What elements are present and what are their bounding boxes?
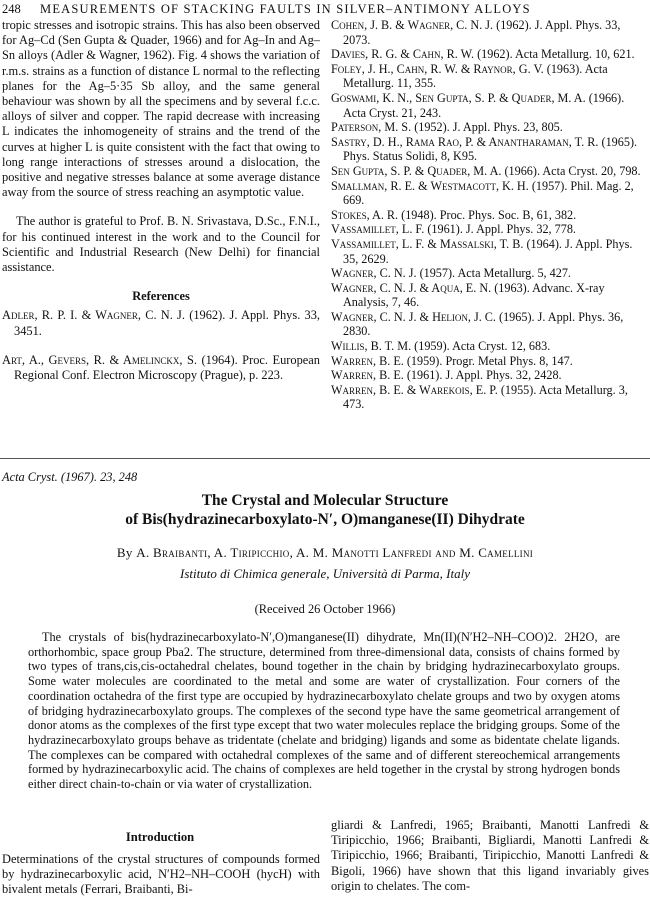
- reference-item: [331, 62, 649, 91]
- page-number: 248: [2, 2, 21, 16]
- reference-details: (1962). J. Appl. Phys. 33, 3451.: [14, 308, 320, 338]
- article-separator-rule: [0, 458, 650, 459]
- reference-authors: Sastry, D. H., Rama Rao, P. & Anantharaman, T. R.: [331, 134, 599, 149]
- left-reference-list: [2, 308, 320, 383]
- reference-details: (1961). J. Appl. Phys. 32, 778.: [427, 222, 576, 237]
- reference-authors: Smallman, R. E. & Westmacott, K. H.: [331, 178, 529, 193]
- reference-authors: Stokes, A. R.: [331, 207, 399, 222]
- reference-item: [331, 310, 649, 339]
- right-reference-list: [331, 18, 649, 412]
- reference-authors: Vassamillet, L. F.: [331, 222, 425, 237]
- reference-authors: Sen Gupta, S. P. & Quader, M. A.: [331, 163, 502, 178]
- reference-item: [331, 91, 649, 120]
- article-affiliation: Istituto di Chimica generale, Università di Parma, Italy: [180, 566, 470, 581]
- reference-details: (1948). Proc. Phys. Soc. B, 61, 382.: [401, 207, 577, 222]
- reference-details: (1965). J. Appl. Phys. 36, 2830.: [343, 309, 624, 339]
- right-column: [331, 18, 649, 412]
- reference-item: [331, 135, 649, 164]
- reference-item: [331, 368, 649, 383]
- received-date: (Received 26 October 1966): [254, 602, 396, 616]
- reference-authors: Cohen, J. B. & Wagner, C. N. J.: [331, 18, 494, 32]
- reference-authors: Wagner, C. N. J. & Helion, J. C.: [331, 309, 496, 324]
- article-abstract: The crystals of bis(hydrazinecarboxylato-N′,O)manganese(II) dihydrate, Mn(II)(N′H2–NH–COO)2. 2H2O, are orthorhombic, space group Pba2. The structure, determined from three-dimensional data, consists of chains formed by two types of trans,cis,cis-octahedral chelates, bound together in the chain by bridging hydrazinecarboxylato groups. Some water molecules are coordinated to the metal and some are water of crystallization. Four corners of the coordination octahedra of the first type are occupied by hydrazinecarboxylato chelate groups and two by oxygen atoms of bridging hydrazinecarboxylato groups. The complexes of the second type have the same geometrical arrangement of donor atoms as the complexes of the first type except that two water molecules replace the bridging groups. Some of the hydrazinecarboxylato groups behave as tridentate (chelate and bridging) ligands and some as bidentate chelate ligands. The complexes can be compared with octahedral complexes of the same and of different stereochemical arrangements formed by hydrazinecarboxylic acid. The chains of complexes are held together in the crystal by strong hydrogen bonds either direct chain-to-chain or via water of crystallization.: [28, 630, 620, 792]
- reference-details: (1964). J. Appl. Phys. 35, 2629.: [343, 236, 633, 266]
- article-citation: Acta Cryst. (1967). 23, 248: [2, 470, 138, 484]
- acknowledgement-paragraph: The author is grateful to Prof. B. N. Srivastava, D.Sc., F.N.I., for his continued interest in the work and to the Council for Scientific and Industrial Research (New Delhi) for financial assistance.: [2, 214, 320, 275]
- reference-item: [331, 339, 649, 354]
- reference-authors: Vassamillet, L. F. & Massalski, T. B.: [331, 236, 524, 251]
- article-authors: [0, 545, 650, 561]
- reference-details: (1966). Acta Cryst. 21, 243.: [343, 90, 625, 120]
- introduction-heading: Introduction: [125, 830, 195, 844]
- reference-details: (1952). J. Appl. Phys. 23, 805.: [414, 120, 563, 135]
- reference-details: (1962). J. Appl. Phys. 33, 2073.: [343, 18, 621, 47]
- continued-paragraph: tropic stresses and isotropic strains. This has also been observed for Ag–Cd (Sen Gupta & Quader, 1966) and for Ag–In and Ag–Sn alloys (Adler & Wagner, 1962). Fig. 4 shows the variation of r.m.s. strains as a function of distance L normal to the reflecting planes for the Ag–5·35 Sb alloy, and the same general behaviour was shown by all the specimens and by several f.c.c. alloys of silver and copper. The rapid decrease with increasing L indicates the inhomogeneity of strains and the trend of the curves at higher L is quite consistent with the fact that owing to long range interactions of stresses around a dislocation, the positive and negative stresses balance at some average distance away from the source of stress reaching an asymptotic value.: [2, 18, 320, 200]
- reference-item: [331, 237, 649, 266]
- reference-item: [331, 208, 649, 223]
- reference-item: [331, 281, 649, 310]
- authors-list: A. Braibanti, A. Tiripicchio, A. M. Manotti Lanfredi and M. Camellini: [136, 545, 534, 560]
- authors-prefix: By: [116, 545, 133, 560]
- reference-details: (1957). Phil. Mag. 2, 669.: [343, 178, 634, 208]
- article-title-line-1: The Crystal and Molecular Structure: [201, 492, 449, 509]
- reference-authors: Wagner, C. N. J. & Aqua, E. N.: [331, 280, 492, 295]
- references-heading: References: [132, 289, 190, 304]
- reference-authors: Willis, B. T. M.: [331, 339, 412, 354]
- reference-details: (1964). Proc. European Regional Conf. Electron Microscopy (Prague), p. 223.: [14, 352, 320, 383]
- article-title: [0, 491, 650, 529]
- reference-details: (1955). Acta Metallurg. 3, 473.: [343, 382, 628, 412]
- reference-details: (1966). Acta Cryst. 20, 798.: [504, 163, 641, 178]
- reference-item: [331, 18, 649, 47]
- reference-details: (1959). Progr. Metal Phys. 8, 147.: [406, 353, 573, 368]
- reference-authors: Warren, B. E.: [331, 353, 404, 368]
- reference-authors: Foley, J. H., Cahn, R. W. & Raynor, G. V.: [331, 61, 544, 76]
- reference-authors: Adler, R. P. I. & Wagner, C. N. J.: [2, 308, 185, 323]
- reference-authors: Davies, R. G. & Cahn, R. W.: [331, 47, 475, 62]
- reference-details: (1957). Acta Metallurg. 5, 427.: [419, 266, 571, 281]
- reference-authors: Wagner, C. N. J.: [331, 266, 417, 281]
- reference-authors: Paterson, M. S.: [331, 120, 412, 135]
- reference-details: (1959). Acta Cryst. 12, 683.: [414, 339, 551, 354]
- reference-details: (1962). Acta Metallurg. 10, 621.: [477, 47, 635, 62]
- left-column: [2, 18, 320, 397]
- reference-item: [331, 47, 649, 62]
- reference-item: [331, 120, 649, 135]
- reference-authors: Warren, B. E. & Warekois, E. P.: [331, 382, 498, 397]
- running-title: MEASUREMENTS OF STACKING FAULTS IN SILVER–ANTIMONY ALLOYS: [40, 2, 531, 16]
- reference-item: [2, 308, 320, 338]
- reference-item: [331, 266, 649, 281]
- reference-authors: Goswami, K. N., Sen Gupta, S. P. & Quader, M. A.: [331, 90, 586, 105]
- reference-item: [331, 222, 649, 237]
- reference-item: [331, 179, 649, 208]
- reference-details: (1963). Advanc. X-ray Analysis, 7, 46.: [343, 280, 605, 310]
- reference-authors: Warren, B. E.: [331, 368, 404, 383]
- introduction-text-right: gliardi & Lanfredi, 1965; Braibanti, Manotti Lanfredi & Tiripicchio, 1966; Braibanti, Bigliardi, Manotti Lanfredi & Tiripicchio, 1966; Braibanti, Tiripicchio, Manotti Lanfredi & Bigoli, 1966) have shown that this ligand invariably gives origin to chelates. The com-: [331, 818, 649, 893]
- reference-details: (1963). Acta Metallurg. 11, 355.: [343, 61, 608, 91]
- reference-item: [331, 164, 649, 179]
- reference-authors: Art, A., Gevers, R. & Amelinckx, S.: [2, 352, 197, 367]
- reference-details: (1961). J. Appl. Phys. 32, 2428.: [406, 368, 562, 383]
- reference-item: [2, 353, 320, 383]
- reference-details: (1965). Phys. Status Solidi, 8, K95.: [343, 134, 638, 164]
- reference-item: [331, 354, 649, 369]
- article-title-line-2: of Bis(hydrazinecarboxylato-N′, O)manganese(II) Dihydrate: [125, 511, 525, 528]
- reference-item: [331, 383, 649, 412]
- introduction-text-left: Determinations of the crystal structures of compounds formed by hydrazinecarboxylic acid, N′H2–NH–COOH (hycH) with bivalent metals (Ferrari, Braibanti, Bi-: [2, 852, 320, 897]
